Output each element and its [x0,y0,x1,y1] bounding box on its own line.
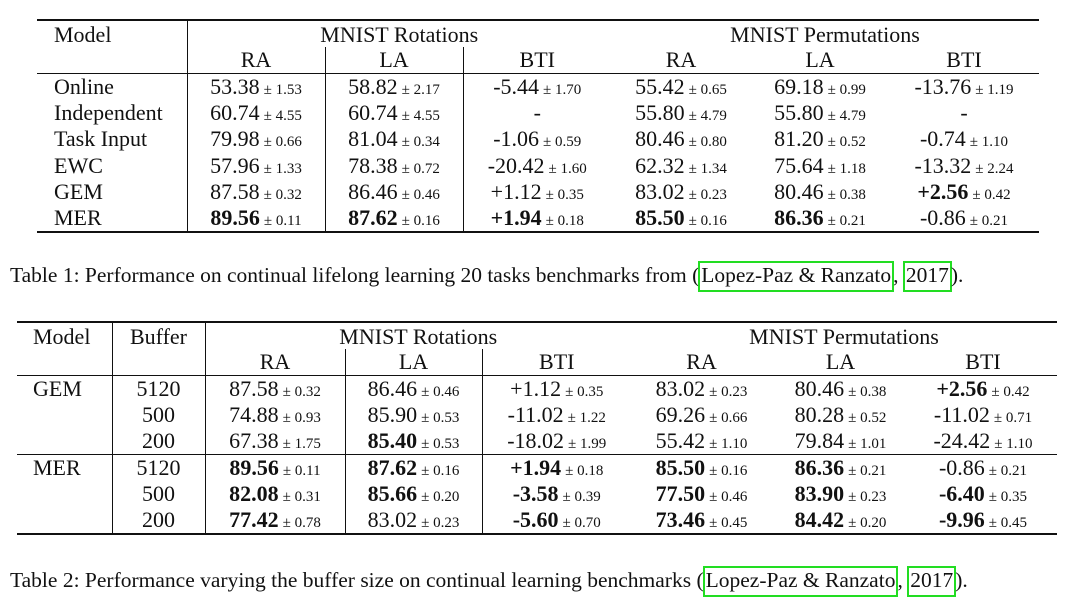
cell-value: 85.50 [655,455,706,480]
table-cell [889,126,1039,153]
table-cell [482,508,631,535]
table-cell [345,481,482,508]
citation-author-link[interactable]: Lopez-Paz & Ranzato [703,566,899,597]
cell-std: ± 0.39 [562,489,601,506]
cell-std: ± 0.18 [545,213,584,230]
cell-value: +2.56 [917,179,969,205]
table-2-caption [10,566,968,597]
row-buffer-size: 200 [112,428,205,455]
cell-value: 85.90 [367,401,418,427]
cell-std: ± 0.23 [709,383,748,400]
table-cell [889,206,1039,233]
cell-std: ± 0.78 [282,515,321,532]
row-model-label [17,508,112,535]
table-1 [37,19,1039,233]
cell-value: -5.60 [512,507,559,533]
cell-value: -0.86 [919,205,966,231]
table-cell [482,481,631,508]
cell-std: ± 1.60 [548,160,587,177]
table-1-model-header: Model [54,21,112,47]
cell-value: 80.46 [794,375,845,401]
cell-std: ± 0.93 [282,409,321,426]
cell-value: 86.46 [348,179,398,205]
cell-value: 85.66 [367,481,418,507]
cell-std: ± 0.23 [421,515,460,532]
table-cell [751,73,889,100]
citation-year-link[interactable]: 2017 [907,566,956,597]
table-cell [751,153,889,180]
cell-value: 73.46 [655,507,706,533]
cell-std: ± 0.23 [848,489,887,506]
column-header: BTI [482,349,631,376]
table-cell [325,100,463,127]
table-row [37,179,1039,206]
table-row [17,428,1057,455]
row-label: Independent [54,99,163,125]
cell-std: ± 1.01 [848,436,887,452]
table-cell [482,428,631,455]
cell-std: ± 0.38 [848,383,887,400]
cell-value: 74.88 [229,401,279,427]
cell-value: +2.56 [936,375,988,401]
table-cell [187,206,325,233]
cell-value: 81.04 [348,126,398,152]
row-label: Online [54,73,114,99]
cell-std: ± 0.11 [263,213,302,230]
table-cell [345,455,482,482]
row-buffer-size: 500 [112,402,205,429]
table-row [37,126,1039,153]
cell-std: ± 1.75 [282,436,321,452]
cell-std: ± 0.16 [688,213,727,230]
table-cell [611,73,751,100]
table-cell [751,206,889,233]
column-header: RA [611,47,751,74]
cell-std: ± 0.52 [848,409,887,426]
table-cell [325,206,463,233]
cell-std: ± 4.55 [263,107,302,124]
table-cell [772,375,909,402]
cell-value: 87.62 [367,455,418,480]
cell-value: 67.38 [229,428,279,453]
cell-std: ± 1.10 [969,134,1009,151]
cell-value: 83.02 [367,507,418,533]
cell-value: -24.42 [933,428,991,453]
table-cell [909,455,1057,482]
cell-value: 86.36 [774,205,824,231]
table-cell [482,402,631,429]
cell-value: -5.44 [493,73,540,99]
row-label: MER [54,205,102,231]
column-header: BTI [909,349,1057,376]
cell-value: +1.94 [510,455,562,480]
cell-value: -0.74 [919,126,966,152]
cell-std: ± 0.80 [688,134,727,151]
cell-value: -13.32 [914,152,972,178]
cell-value: 60.74 [348,99,398,125]
table-cell [463,179,611,206]
table-cell [205,455,345,482]
column-header: RA [205,349,345,376]
table-cell [463,100,611,127]
table-cell [611,126,751,153]
caption-separator: , [897,568,909,592]
cell-std: ± 0.16 [709,463,748,479]
table-cell [772,455,909,482]
table-cell [345,402,482,429]
cell-value: 75.64 [774,152,824,178]
citation-year-link[interactable]: 2017 [903,261,952,292]
cell-std: ± 0.31 [282,489,321,506]
cell-std: ± 0.21 [988,463,1028,479]
table-cell [631,481,772,508]
cell-value: 55.80 [635,99,685,125]
cell-std: ± 0.35 [988,489,1028,506]
cell-value: 89.56 [229,455,279,480]
caption-suffix: ). [950,263,964,287]
table-cell [772,481,909,508]
cell-value: 79.84 [794,428,845,453]
table-cell [482,375,631,402]
table-cell [463,73,611,100]
table-cell [611,100,751,127]
table-2-model-header: Model [33,323,91,349]
cell-value: 55.42 [635,73,685,99]
cell-value: 83.90 [794,481,845,507]
cell-std: ± 0.46 [421,383,460,400]
table-cell [909,508,1057,535]
table-1-empty-header [37,47,187,74]
table-2 [17,321,1057,535]
cell-value: -0.86 [938,455,985,480]
cell-std: ± 0.21 [848,463,887,479]
cell-value: 53.38 [210,73,260,99]
cell-value: +1.94 [490,205,542,231]
cell-value: 87.62 [348,205,398,231]
column-header: LA [325,47,463,74]
cell-std: ± 0.66 [709,409,748,426]
cell-std: ± 0.66 [263,134,302,151]
cell-std: ± 1.10 [994,436,1033,452]
cell-value: 80.46 [774,179,824,205]
cell-value: 69.18 [774,73,824,99]
table-cell [345,375,482,402]
cell-std: ± 1.22 [567,409,606,426]
table-cell [345,428,482,455]
table-cell [205,508,345,535]
caption-suffix: ). [955,568,968,592]
cell-std: ± 0.45 [709,515,748,532]
table-cell [205,481,345,508]
row-model-label [17,481,112,508]
cell-std: ± 1.33 [263,160,302,177]
row-model-label [17,402,112,429]
cell-value: -3.58 [512,481,559,507]
cell-std: ± 1.34 [688,160,727,177]
column-header: RA [631,349,772,376]
cell-value: 78.38 [348,152,398,178]
cell-value: -6.40 [938,481,985,507]
cell-value: 85.50 [635,205,685,231]
cell-value: 83.02 [635,179,685,205]
table-cell [889,100,1039,127]
cell-std: ± 0.52 [827,134,866,151]
cell-value: 57.96 [210,152,260,178]
cell-value: 85.40 [367,428,418,453]
cell-value: +1.12 [510,375,562,401]
table-cell [889,73,1039,100]
column-header: LA [772,349,909,376]
table-cell [909,375,1057,402]
cell-std: ± 4.79 [688,107,727,124]
table-row [37,73,1039,100]
cell-value: 55.80 [774,99,824,125]
cell-std: ± 4.79 [827,107,866,124]
cell-std: ± 0.70 [562,515,601,532]
row-model-label: GEM [33,375,82,401]
cell-std: ± 0.32 [263,187,302,204]
table-cell [187,179,325,206]
table-2-empty-header [112,349,205,376]
cell-value: 87.58 [210,179,260,205]
table-cell [631,428,772,455]
column-header: BTI [463,47,611,74]
table-cell [772,428,909,455]
table-cell [187,126,325,153]
cell-std: ± 2.24 [975,160,1014,177]
table-cell [909,428,1057,455]
caption-text: Table 1: Performance on continual lifelong learning 20 tasks benchmarks from ( [10,263,700,287]
table-cell [611,179,751,206]
cell-std: ± 0.53 [421,436,460,452]
table-cell [611,206,751,233]
cell-std: ± 0.99 [827,81,866,98]
cell-std: ± 0.21 [827,213,866,230]
caption-separator: , [893,263,904,287]
table-cell [611,153,751,180]
cell-std: ± 0.45 [988,515,1028,532]
cell-value: 69.26 [655,401,706,427]
table-cell [205,375,345,402]
cell-value: 84.42 [794,507,845,533]
table-cell [325,126,463,153]
cell-std: ± 0.32 [282,383,321,400]
table-cell [345,508,482,535]
cell-std: ± 0.20 [848,515,887,532]
cell-value: 80.28 [794,401,845,427]
cell-std: ± 0.46 [401,187,440,204]
cell-std: ± 0.23 [688,187,727,204]
table-cell [205,402,345,429]
cell-value: -18.02 [507,428,565,453]
table-cell [631,455,772,482]
table-row [37,100,1039,127]
cell-std: ± 0.72 [401,160,440,177]
cell-std: ± 0.11 [282,463,321,479]
table-cell [463,206,611,233]
cell-std: ± 1.99 [568,436,607,452]
table-1-permutations-header: MNIST Permutations [730,21,920,47]
table-cell [751,100,889,127]
table-cell [889,153,1039,180]
cell-value: 62.32 [635,152,685,178]
cell-value: 82.08 [229,481,279,507]
cell-value: 80.46 [635,126,685,152]
cell-std: ± 0.16 [421,463,460,479]
table-cell [325,153,463,180]
cell-std: ± 0.35 [565,383,604,400]
cell-std: ± 1.53 [263,81,302,98]
table-cell [889,179,1039,206]
table-cell [187,100,325,127]
table-row [17,375,1057,402]
cell-value: 89.56 [210,205,260,231]
table-2-buffer-header: Buffer [112,322,205,349]
row-label: Task Input [54,126,148,152]
cell-std: ± 0.21 [969,213,1009,230]
cell-std: ± 0.46 [709,489,748,506]
table-row [37,206,1039,233]
cell-std: ± 0.38 [827,187,866,204]
cell-std: ± 0.16 [401,213,440,230]
cell-std: ± 0.20 [421,489,460,506]
cell-std: ± 0.18 [565,463,604,479]
row-model-label: MER [33,455,81,480]
cell-std: ± 4.55 [401,107,440,124]
table-cell [187,73,325,100]
row-label: EWC [54,152,103,178]
table-cell [631,508,772,535]
cell-value: 86.36 [794,455,845,480]
citation-author-link[interactable]: Lopez-Paz & Ranzato [698,261,894,292]
row-buffer-size: 200 [112,508,205,535]
cell-std: ± 2.17 [401,81,440,98]
cell-value: - [960,99,968,125]
cell-value: -11.02 [507,401,564,427]
table-row [17,481,1057,508]
cell-std: ± 0.42 [991,383,1030,400]
column-header: RA [187,47,325,74]
cell-std: ± 1.70 [543,81,582,98]
table-cell [751,126,889,153]
cell-value: +1.12 [490,179,542,205]
caption-text: Table 2: Performance varying the buffer size on continual learning benchmarks ( [10,568,704,592]
table-cell [325,179,463,206]
table-cell [772,508,909,535]
cell-value: 87.58 [229,375,279,401]
cell-value: 77.42 [229,507,279,533]
cell-std: ± 0.65 [688,81,727,98]
row-buffer-size: 5120 [112,455,205,482]
cell-value: 81.20 [774,126,824,152]
table-row [17,508,1057,535]
table-cell [751,179,889,206]
cell-std: ± 1.10 [709,436,748,452]
table-cell [909,402,1057,429]
cell-value: 86.46 [367,375,418,401]
table-cell [463,126,611,153]
cell-std: ± 1.18 [827,160,866,177]
cell-std: ± 0.71 [993,409,1033,426]
row-model-label [17,428,112,455]
table-1-rotations-header: MNIST Rotations [187,20,611,47]
table-cell [205,428,345,455]
table-row [17,455,1057,482]
table-row [37,153,1039,180]
table-cell [463,153,611,180]
cell-value: 58.82 [348,73,398,99]
cell-value: -11.02 [933,401,990,427]
cell-value: 60.74 [210,99,260,125]
table-2-permutations-header: MNIST Permutations [749,323,939,349]
cell-value: 83.02 [655,375,706,401]
cell-value: 77.50 [655,481,706,507]
cell-std: ± 0.59 [543,134,582,151]
cell-value: -1.06 [493,126,540,152]
cell-std: ± 1.19 [975,81,1014,98]
cell-std: ± 0.34 [401,134,440,151]
column-header: BTI [889,47,1039,74]
cell-value: -13.76 [914,73,972,99]
table-2-empty-header [17,349,112,376]
table-cell [187,153,325,180]
column-header: LA [345,349,482,376]
table-cell [909,481,1057,508]
cell-std: ± 0.35 [545,187,584,204]
table-cell [631,402,772,429]
table-cell [772,402,909,429]
table-2-rotations-header: MNIST Rotations [205,322,631,349]
table-1-caption [10,261,963,292]
table-cell [325,73,463,100]
cell-std: ± 0.42 [972,187,1011,204]
row-buffer-size: 5120 [112,375,205,402]
table-cell [482,455,631,482]
cell-value: 79.98 [210,126,260,152]
table-cell [631,375,772,402]
cell-std: ± 0.53 [421,409,460,426]
cell-value: -9.96 [938,507,985,533]
table-row [17,402,1057,429]
cell-value: -20.42 [487,152,545,178]
row-buffer-size: 500 [112,481,205,508]
row-label: GEM [54,179,103,205]
column-header: LA [751,47,889,74]
cell-value: 55.42 [655,428,706,453]
cell-value: - [533,99,541,125]
